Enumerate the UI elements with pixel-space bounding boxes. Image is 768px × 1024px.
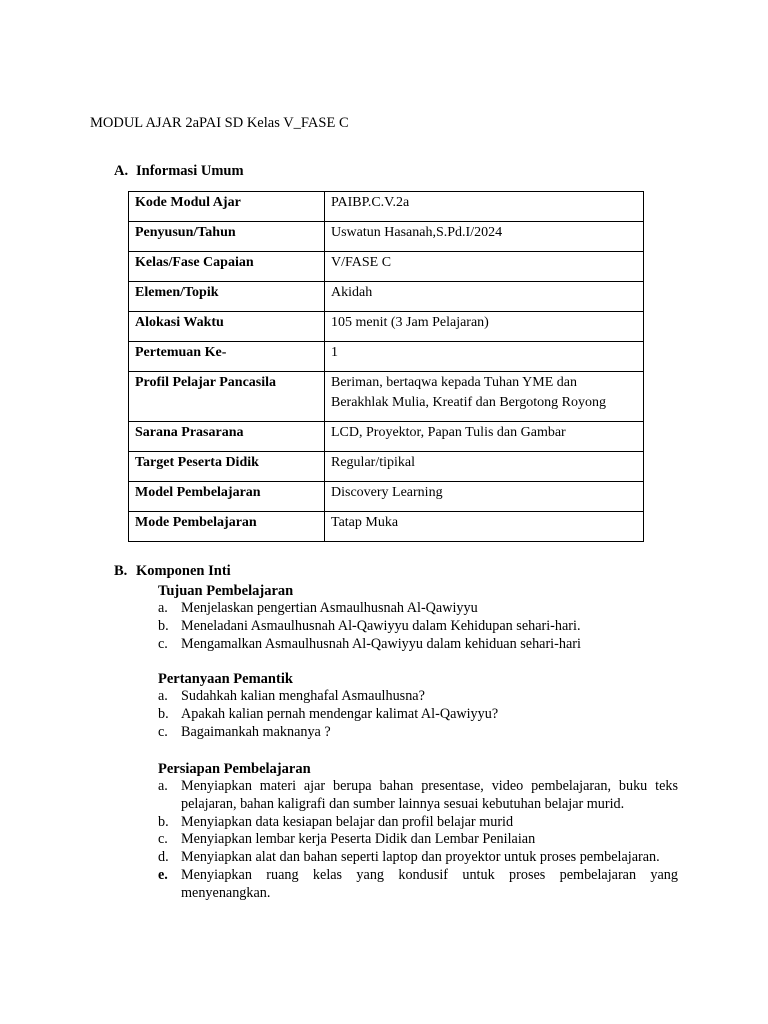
list-marker: d. [158, 849, 169, 866]
list-text: Menyiapkan materi ajar berupa bahan presentase, video pembelajaran, buku teks pelajaran, bahan kaligrafi dan sumber lainnya sesuai kebutuhan belajar murid. [181, 778, 678, 812]
table-row [129, 342, 644, 372]
table-value: Tatap Muka [325, 512, 644, 542]
list-text: Menyiapkan alat dan bahan seperti laptop dan proyektor untuk proses pembelajaran. [181, 849, 660, 866]
table-key: Model Pembelajaran [129, 482, 325, 512]
table-key: Penyusun/Tahun [129, 222, 325, 252]
table-value: Uswatun Hasanah,S.Pd.I/2024 [325, 222, 644, 252]
list-marker: c. [158, 723, 168, 740]
persiapan-pembelajaran [158, 760, 678, 903]
table-value: Discovery Learning [325, 482, 644, 512]
list-text: Sudahkah kalian menghafal Asmaulhusna? [181, 688, 425, 704]
table-key: Sarana Prasarana [129, 422, 325, 452]
list-item [158, 618, 678, 636]
table-key: Mode Pembelajaran [129, 512, 325, 542]
table-value: LCD, Proyektor, Papan Tulis dan Gambar [325, 422, 644, 452]
section-b-title: Komponen Inti [136, 563, 231, 579]
table-row [129, 312, 644, 342]
list-item [158, 867, 678, 903]
tujuan-list [158, 600, 678, 653]
section-a-heading [114, 162, 244, 180]
table-value: PAIBP.C.V.2a [325, 192, 644, 222]
list-text: Menyiapkan ruang kelas yang kondusif untuk proses pembelajaran yang menyenangkan. [181, 866, 678, 901]
tujuan-pembelajaran [158, 582, 678, 653]
list-item [158, 724, 678, 742]
table-row [129, 192, 644, 222]
list-text: Mengamalkan Asmaulhusnah Al-Qawiyyu dalam kehiduan sehari-hari [181, 635, 581, 652]
table-key: Elemen/Topik [129, 282, 325, 312]
list-text: Menyiapkan data kesiapan belajar dan profil belajar murid [181, 813, 514, 830]
table-key: Profil Pelajar Pancasila [129, 372, 325, 422]
table-row [129, 422, 644, 452]
list-marker: a. [158, 688, 168, 704]
table-row [129, 222, 644, 252]
list-text: Menjelaskan pengertian Asmaulhusnah Al-Qawiyyu [181, 600, 478, 616]
list-item [158, 688, 678, 706]
table-value: Akidah [325, 282, 644, 312]
table-key: Target Peserta Didik [129, 452, 325, 482]
subsection-heading: Pertanyaan Pemantik [158, 671, 293, 687]
table-key: Kelas/Fase Capaian [129, 252, 325, 282]
table-row [129, 282, 644, 312]
list-marker: b. [158, 705, 169, 722]
list-marker: a. [158, 600, 168, 616]
list-item [158, 814, 678, 832]
table-value: V/FASE C [325, 252, 644, 282]
pertanyaan-pemantik [158, 670, 678, 741]
table-row [129, 452, 644, 482]
persiapan-list [158, 778, 678, 903]
table-value: 1 [325, 342, 644, 372]
list-marker: c. [158, 831, 168, 848]
list-marker: b. [158, 617, 169, 634]
table-value: Beriman, bertaqwa kepada Tuhan YME dan Berakhlak Mulia, Kreatif dan Bergotong Royong [325, 372, 644, 422]
list-text: Apakah kalian pernah mendengar kalimat Al-Qawiyyu? [181, 705, 499, 722]
section-a-letter: A. [114, 163, 129, 179]
list-text: Bagaimankah maknanya ? [181, 723, 331, 740]
list-marker: a. [158, 778, 168, 794]
subsection-heading: Tujuan Pembelajaran [158, 583, 294, 599]
table-row [129, 482, 644, 512]
list-text: Menyiapkan lembar kerja Peserta Didik dan Lembar Penilaian [181, 831, 536, 848]
list-marker: e. [158, 866, 168, 883]
list-item [158, 778, 678, 814]
list-marker: c. [158, 635, 168, 652]
section-a-title: Informasi Umum [136, 163, 244, 179]
table-key: Pertemuan Ke- [129, 342, 325, 372]
table-row [129, 512, 644, 542]
table-value: Regular/tipikal [325, 452, 644, 482]
list-marker: b. [158, 813, 169, 830]
list-item [158, 706, 678, 724]
subsection-heading: Persiapan Pembelajaran [158, 761, 311, 777]
table-key: Alokasi Waktu [129, 312, 325, 342]
section-b-letter: B. [114, 563, 128, 579]
table-key: Kode Modul Ajar [129, 192, 325, 222]
list-text: Meneladani Asmaulhusnah Al-Qawiyyu dalam Kehidupan sehari-hari. [181, 617, 581, 634]
table-row [129, 252, 644, 282]
list-item [158, 600, 678, 618]
list-item [158, 831, 678, 849]
pemantik-list [158, 688, 678, 741]
document-title: MODUL AJAR 2aPAI SD Kelas V_FASE C [90, 115, 349, 131]
info-table [128, 191, 644, 542]
list-item [158, 636, 678, 654]
section-b-heading [114, 562, 231, 580]
table-row [129, 372, 644, 422]
list-item [158, 849, 678, 867]
table-value: 105 menit (3 Jam Pelajaran) [325, 312, 644, 342]
